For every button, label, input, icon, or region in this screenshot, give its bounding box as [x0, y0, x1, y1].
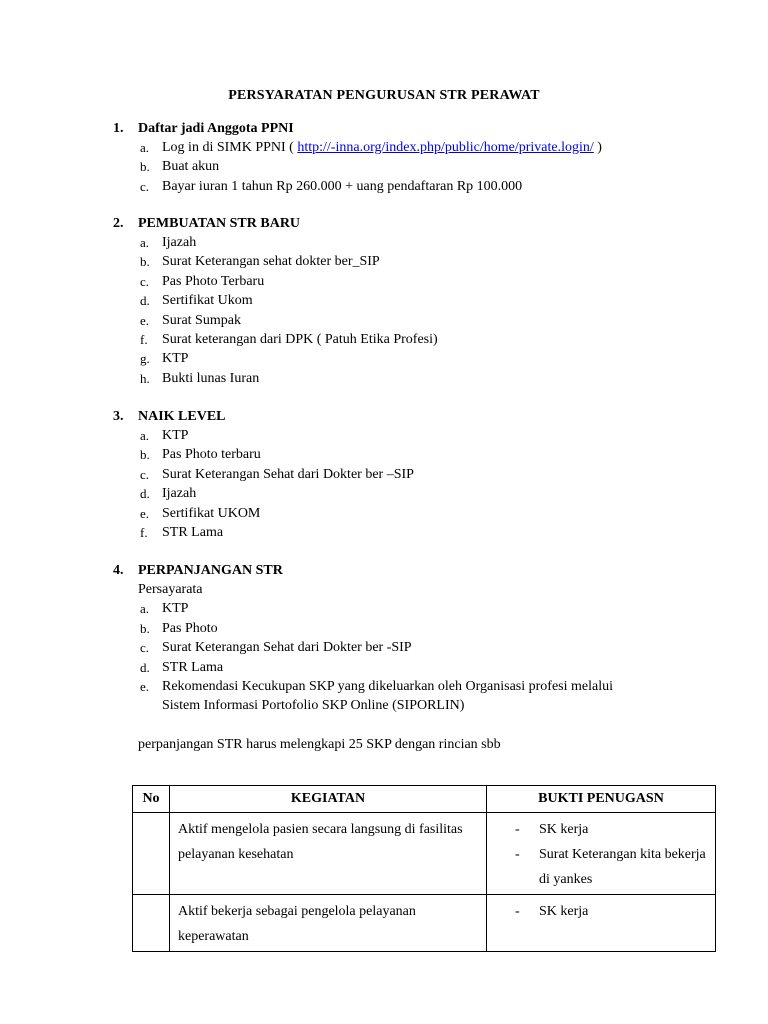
item-text: STR Lama — [162, 524, 224, 540]
item-letter: a. — [140, 235, 150, 250]
item-letter: h. — [140, 370, 150, 386]
list-item — [113, 252, 713, 271]
dash-bullet: - — [515, 847, 520, 862]
item-letter: c. — [140, 640, 150, 656]
row-no — [133, 813, 170, 895]
section-title: NAIK LEVEL — [138, 409, 226, 424]
list-item — [113, 369, 713, 388]
list-item — [113, 291, 713, 310]
item-text: Surat Keterangan sehat dokter ber_SIP — [162, 254, 380, 270]
item-text: Sertifikat Ukom — [162, 293, 253, 309]
list-item — [113, 599, 713, 618]
section-title: PEMBUATAN STR BARU — [138, 216, 301, 231]
item-text: KTP — [162, 351, 189, 367]
item-text: Ijazah — [162, 235, 197, 250]
item-letter: f. — [140, 524, 148, 540]
section-3 — [113, 407, 713, 542]
item-text: Pas Photo Terbaru — [162, 273, 265, 289]
item-text: STR Lama — [162, 659, 224, 675]
section-2 — [113, 214, 713, 388]
section-4 — [113, 561, 713, 754]
list-item — [113, 177, 713, 196]
list-item — [113, 138, 713, 157]
section-heading — [113, 214, 713, 233]
skp-table — [132, 785, 716, 952]
document-title: PERSYARATAN PENGURUSAN STR PERAWAT — [228, 88, 540, 103]
list-item — [113, 330, 713, 349]
section-heading — [113, 561, 713, 580]
bukti-item — [515, 842, 709, 892]
list-item — [113, 426, 713, 445]
item-text: Ijazah — [162, 486, 197, 502]
row-kegiatan: Aktif bekerja sebagai pengelola pelayanan keperawatan — [170, 895, 487, 952]
section-1 — [113, 119, 713, 196]
item-text: KTP — [162, 601, 189, 617]
dash-bullet: - — [515, 822, 520, 837]
item-text: KTP — [162, 428, 189, 443]
column-header-kegiatan: KEGIATAN — [170, 786, 487, 813]
column-header-no: No — [133, 786, 170, 813]
list-item — [113, 465, 713, 484]
list-item — [113, 619, 713, 638]
item-letter: d. — [140, 659, 150, 675]
list-item — [113, 233, 713, 252]
item-text: Surat Keterangan Sehat dari Dokter ber –SIP — [162, 466, 414, 482]
item-text: Surat Keterangan Sehat dari Dokter ber -SIP — [162, 640, 412, 656]
item-text: Log in di SIMK PPNI ( — [162, 140, 298, 155]
list-item — [113, 638, 713, 657]
dash-bullet: - — [515, 904, 520, 919]
item-text-continued: Sistem Informasi Portofolio SKP Online (SIPORLIN) — [162, 698, 465, 714]
bukti-item — [515, 817, 709, 842]
table-header-row — [133, 786, 716, 813]
list-item — [113, 349, 713, 368]
item-letter: b. — [140, 620, 150, 636]
item-letter: b. — [140, 447, 150, 463]
table-row — [133, 813, 716, 895]
section-number: 3. — [113, 409, 124, 424]
table-row — [133, 895, 716, 952]
item-letter: f. — [140, 331, 148, 347]
bukti-text: Surat Keterangan kita bekerja di yankes — [539, 847, 706, 887]
section-number: 1. — [113, 121, 124, 136]
item-letter: e. — [140, 678, 150, 694]
list-item — [113, 311, 713, 330]
section-number: 4. — [113, 563, 124, 578]
simk-ppni-link[interactable]: http://-inna.org/index.php/public/home/private.login/ — [297, 140, 594, 155]
item-letter: e. — [140, 505, 150, 521]
item-text: Sertifikat UKOM — [162, 505, 261, 521]
section-intro: Persayarata — [138, 582, 203, 597]
section-title: Daftar jadi Anggota PPNI — [138, 121, 294, 136]
item-text: Pas Photo terbaru — [162, 447, 261, 463]
item-text: Surat keterangan dari DPK ( Patuh Etika Profesi) — [162, 331, 438, 347]
item-letter: e. — [140, 312, 150, 328]
item-letter: d. — [140, 293, 150, 309]
list-item — [113, 272, 713, 291]
item-letter: c. — [140, 466, 150, 482]
section-number: 2. — [113, 216, 124, 231]
column-header-bukti: BUKTI PENUGASN — [487, 786, 716, 813]
section-heading — [113, 407, 713, 426]
list-item — [113, 504, 713, 523]
bukti-text: SK kerja — [539, 822, 589, 837]
item-text: Surat Sumpak — [162, 312, 241, 328]
item-text: Pas Photo — [162, 620, 218, 636]
item-text-after: ) — [593, 140, 602, 155]
item-letter: c. — [140, 178, 150, 194]
item-letter: d. — [140, 486, 150, 502]
item-text: Bukti lunas Iuran — [162, 370, 260, 386]
bukti-text: SK kerja — [539, 904, 589, 919]
list-item — [113, 523, 713, 542]
item-letter: c. — [140, 273, 150, 289]
item-text: Buat akun — [162, 159, 220, 175]
row-no — [133, 895, 170, 952]
item-letter: a. — [140, 428, 150, 443]
item-letter: a. — [140, 140, 150, 155]
item-text: Bayar iuran 1 tahun Rp 260.000 + uang pendaftaran Rp 100.000 — [162, 178, 523, 194]
row-bukti — [487, 895, 716, 952]
item-letter: a. — [140, 601, 150, 617]
list-item — [113, 658, 713, 677]
row-bukti — [487, 813, 716, 895]
list-item — [113, 677, 713, 716]
list-item — [113, 445, 713, 464]
item-letter: b. — [140, 159, 150, 175]
item-letter: b. — [140, 254, 150, 270]
section-heading — [113, 119, 713, 138]
section-title: PERPANJANGAN STR — [138, 563, 283, 578]
list-item — [113, 157, 713, 176]
item-letter: g. — [140, 351, 150, 367]
bukti-item — [515, 899, 709, 924]
row-kegiatan: Aktif mengelola pasien secara langsung di fasilitas pelayanan kesehatan — [170, 813, 487, 895]
item-text: Rekomendasi Kecukupan SKP yang dikeluarkan oleh Organisasi profesi melalui — [162, 678, 614, 694]
list-item — [113, 484, 713, 503]
skp-note: perpanjangan STR harus melengkapi 25 SKP dengan rincian sbb — [138, 736, 501, 752]
